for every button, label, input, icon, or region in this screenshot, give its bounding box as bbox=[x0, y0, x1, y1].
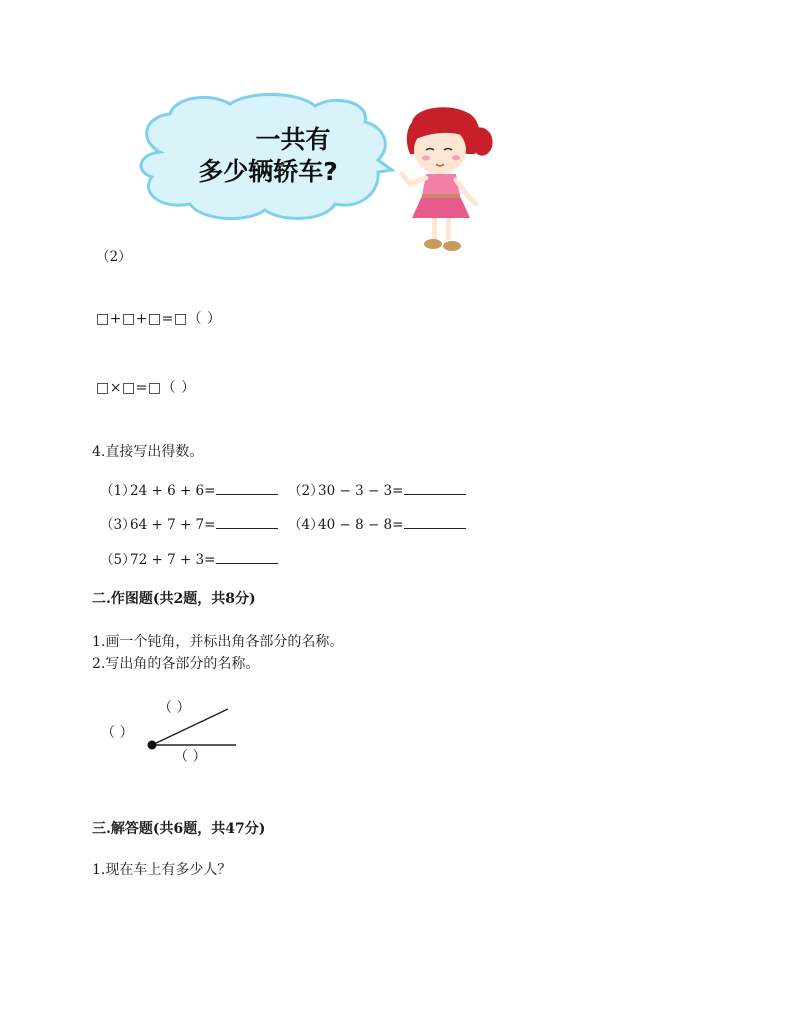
calc-item-number: （3） bbox=[100, 517, 136, 533]
calc-item-3 bbox=[100, 514, 278, 534]
calc-item-expression: 24 + 6 + 6= bbox=[130, 483, 216, 499]
calc-item-5 bbox=[100, 549, 278, 569]
calc-item-expression: 72 + 7 + 3= bbox=[130, 552, 216, 568]
calc-item-expression: 30 − 3 − 3= bbox=[318, 483, 404, 499]
addition-equation: □+□+□=□（ ） bbox=[96, 311, 222, 327]
bubble-line-2: 多少辆轿车? bbox=[198, 157, 338, 186]
section-2-question-2: 2.写出角的各部分的名称。 bbox=[92, 656, 260, 672]
angle-label-top: （ ） bbox=[158, 700, 191, 716]
angle-vertex bbox=[148, 741, 157, 750]
angle-label-bottom: （ ） bbox=[174, 749, 207, 765]
calc-item-4 bbox=[288, 514, 466, 534]
illustration bbox=[130, 92, 500, 262]
bubble-line-1: 一共有 bbox=[255, 125, 331, 154]
calc-item-2 bbox=[288, 480, 466, 500]
calc-item-number: （5） bbox=[100, 552, 136, 568]
calc-item-number: （4） bbox=[288, 517, 324, 533]
calc-item-number: （1） bbox=[100, 483, 136, 499]
section-3-heading: 三.解答题(共6题，共47分) bbox=[92, 821, 266, 837]
section-2-heading: 二.作图题(共2题，共8分) bbox=[92, 591, 256, 607]
answer-blank[interactable] bbox=[216, 549, 278, 564]
calc-item-expression: 64 + 7 + 7= bbox=[130, 517, 216, 533]
answer-blank[interactable] bbox=[216, 480, 278, 495]
calc-item-expression: 40 − 8 − 8= bbox=[318, 517, 404, 533]
part-2-label: （2） bbox=[96, 249, 132, 265]
answer-blank[interactable] bbox=[216, 514, 278, 529]
angle-label-left: （ ） bbox=[101, 725, 134, 741]
section-3-question-1: 1.现在车上有多少人？ bbox=[92, 862, 232, 878]
calc-item-number: （2） bbox=[288, 483, 324, 499]
girl-illustration bbox=[402, 107, 493, 251]
calc-item-1 bbox=[100, 480, 278, 500]
answer-blank[interactable] bbox=[404, 480, 466, 495]
section-2-question-1: 1.画一个钝角，并标出角各部分的名称。 bbox=[92, 634, 344, 650]
question-4-title: 4.直接写出得数。 bbox=[92, 444, 204, 460]
speech-bubble-text bbox=[168, 124, 368, 188]
answer-blank[interactable] bbox=[404, 514, 466, 529]
multiplication-equation: □×□=□（ ） bbox=[96, 380, 196, 396]
